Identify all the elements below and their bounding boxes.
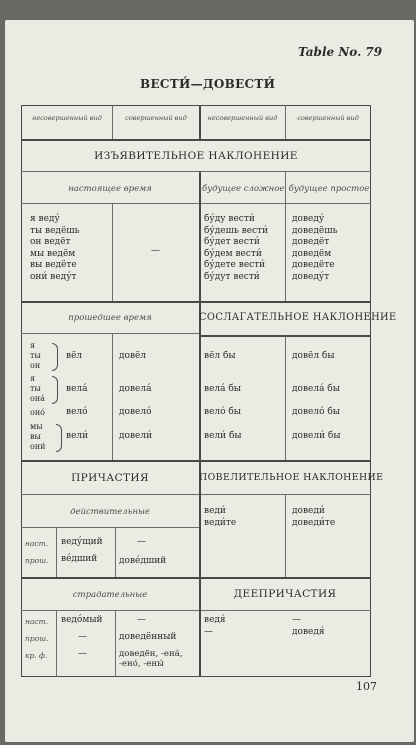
pronoun: вы — [30, 431, 41, 441]
past-perf: довёл — [119, 351, 147, 361]
brace — [52, 343, 58, 371]
tense-label: наст. — [25, 617, 49, 626]
present-form: мы ведём — [30, 248, 76, 259]
brace — [52, 376, 58, 404]
participle-perf: — — [137, 537, 146, 547]
aspect-label: совершенный вид — [125, 114, 187, 122]
pronoun-group — [30, 341, 41, 370]
imperative-form: доведи́те — [292, 517, 336, 528]
future-simple-form: доведём — [292, 248, 332, 259]
imperative-form: доведи́ — [292, 506, 325, 516]
cond-impf: вела́ бы — [204, 384, 241, 394]
cond-perf: довела́ бы — [292, 384, 340, 394]
rule — [21, 301, 371, 303]
pronoun: я — [30, 374, 36, 383]
aspect-label: совершенный вид — [297, 114, 359, 122]
future-simple-form: доведу́ — [292, 214, 325, 224]
future-compound-form: бу́дете вести́ — [204, 260, 266, 271]
pronoun: я — [30, 341, 36, 350]
gerund-form: — — [204, 626, 213, 637]
participle-impf: — — [78, 649, 87, 659]
pronoun: ты — [30, 383, 41, 393]
future-compound-form: бу́дем вести́ — [204, 248, 262, 259]
rule — [112, 333, 113, 460]
participle-impf: ведо́мый — [61, 615, 103, 625]
subjunctive-title: СОСЛАГАТЕЛЬНОЕ НАКЛОНЕНИЕ — [199, 312, 397, 323]
rule — [21, 610, 371, 611]
gerund-impf — [204, 615, 226, 638]
past-impf: вело́ — [66, 407, 88, 417]
tense-label: прош. — [25, 634, 49, 643]
tense-label: прош. — [25, 556, 49, 565]
pronoun-group — [30, 422, 45, 451]
cond-impf: вело́ бы — [204, 407, 241, 417]
rule — [21, 203, 371, 204]
future-compound-form: бу́ду вести́ — [204, 214, 255, 224]
pronoun: он — [30, 360, 41, 370]
rule — [56, 610, 57, 677]
page-title: ВЕСТИ́—ДОВЕСТИ́ — [140, 77, 276, 91]
imperative-form: веди́те — [204, 517, 237, 528]
present-forms — [30, 214, 80, 284]
rule — [199, 171, 201, 677]
participle-perf: дове́дший — [119, 556, 167, 566]
future-simple-form: доведёте — [292, 260, 335, 271]
participle-perf: доведён, -ена́, -ено́, -ены́ — [119, 649, 183, 669]
participle-perf: — — [137, 615, 146, 625]
gerunds-title: ДЕЕПРИЧАСТИЯ — [233, 588, 337, 600]
brace — [56, 424, 62, 452]
cond-impf: вели́ бы — [204, 431, 242, 441]
participle-impf: ве́дший — [61, 554, 98, 564]
pronoun-group — [30, 374, 45, 403]
past-perf: довела́ — [119, 384, 152, 394]
rule — [115, 527, 116, 577]
future-compound-form: бу́дут вести́ — [204, 271, 260, 282]
gerund-form: доведя́ — [292, 626, 325, 637]
future-simple-form: доведёшь — [292, 225, 338, 236]
past-perf: довело́ — [119, 407, 152, 417]
imperative-impf — [204, 506, 236, 529]
present-form: они́ веду́т — [30, 271, 77, 282]
present-form: ты ведёшь — [30, 225, 80, 236]
present-form: я веду́ — [30, 214, 60, 224]
imperative-perf — [292, 506, 335, 529]
rule — [21, 577, 371, 579]
rule — [21, 460, 371, 462]
past-label: прошедшее время — [68, 313, 152, 323]
gerund-form: — — [292, 615, 301, 625]
pronoun: она́ — [30, 393, 45, 403]
past-perf: довели́ — [119, 431, 153, 441]
pronoun: они́ — [30, 441, 46, 451]
past-impf: вела́ — [66, 384, 88, 394]
cond-perf: довели́ бы — [292, 431, 341, 441]
aspect-label: несовершенный вид — [207, 114, 278, 122]
participle-perf: доведённый — [119, 632, 177, 642]
participles-title: ПРИЧАСТИЯ — [71, 472, 149, 484]
future-simple-form: доведу́т — [292, 271, 330, 282]
rule — [21, 139, 371, 141]
future-compound-form: бу́дешь вести́ — [204, 225, 269, 236]
rule — [112, 203, 113, 301]
rule — [56, 527, 57, 577]
pronoun: мы — [30, 422, 43, 431]
imperative-form: веди́ — [204, 506, 226, 516]
future-compound-label: будущее сложное — [202, 184, 285, 194]
active-label: действительные — [70, 507, 150, 517]
cond-impf: вёл бы — [204, 351, 236, 361]
gerund-perf — [292, 615, 325, 638]
rule — [285, 171, 286, 301]
table-number: Table No. 79 — [298, 45, 383, 59]
page-number: 107 — [356, 680, 377, 693]
present-perfective-dash: — — [151, 246, 160, 256]
future-simple-form: доведёт — [292, 237, 330, 248]
cond-perf: довело́ бы — [292, 407, 340, 417]
present-label: настоящее время — [68, 184, 152, 194]
rule — [115, 610, 116, 677]
rule — [285, 105, 286, 139]
rule — [199, 105, 201, 139]
rule — [21, 333, 199, 334]
participle-impf: веду́щий — [61, 537, 103, 547]
rule — [21, 527, 199, 528]
aspect-label: несовершенный вид — [32, 114, 102, 122]
future-simple-label: будущее простое — [288, 184, 370, 194]
present-form: он ведёт — [30, 237, 71, 248]
present-form: вы ведёте — [30, 260, 77, 271]
future-compound-forms — [204, 214, 268, 284]
tense-label: наст. — [25, 539, 49, 548]
rule — [285, 335, 286, 460]
rule — [285, 494, 286, 577]
future-simple-forms — [292, 214, 338, 284]
pronoun: оно́ — [30, 408, 45, 417]
future-compound-form: бу́дет вести́ — [204, 237, 260, 248]
gerund-form: ведя́ — [204, 615, 226, 625]
rule — [21, 494, 371, 495]
rule — [21, 171, 371, 172]
past-impf: вели́ — [66, 431, 89, 441]
past-impf: вёл — [66, 351, 83, 361]
tense-label: кр. ф. — [25, 651, 48, 660]
passive-label: страдательные — [72, 590, 148, 600]
imperative-title: ПОВЕЛИТЕЛЬНОЕ НАКЛОНЕНИЕ — [199, 472, 384, 483]
indicative-title: ИЗЪЯВИТЕЛЬНОЕ НАКЛОНЕНИЕ — [94, 150, 298, 162]
cond-perf: довёл бы — [292, 351, 335, 361]
participle-impf: — — [78, 632, 87, 642]
rule — [112, 105, 113, 139]
pronoun: ты — [30, 350, 41, 360]
